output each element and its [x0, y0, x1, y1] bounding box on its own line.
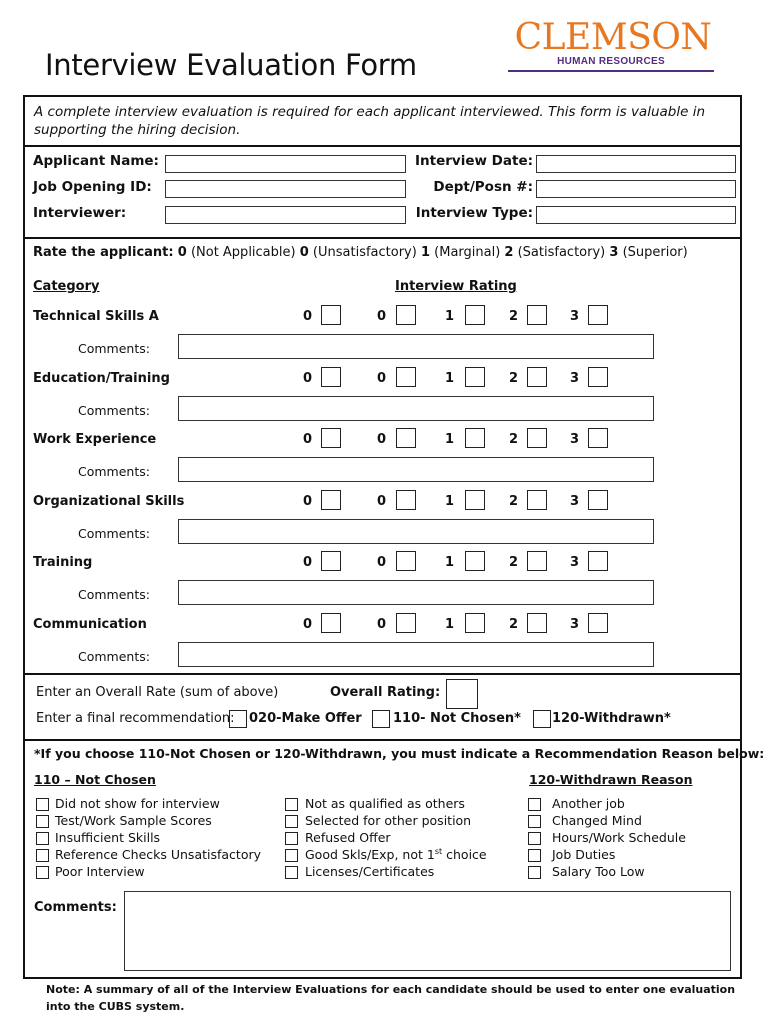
score-checkbox[interactable]	[465, 305, 485, 325]
score-label: 3	[570, 309, 580, 324]
score-checkbox[interactable]	[527, 367, 547, 387]
rating-scale-line	[33, 245, 688, 260]
reason-label: Not as qualified as others	[305, 796, 465, 811]
score-label: 3	[570, 493, 580, 509]
applicant-info-section	[23, 145, 742, 239]
not-chosen-header: 110 – Not Chosen	[34, 772, 156, 787]
final-recommendation-label: Enter a final recommendation:	[36, 711, 235, 726]
score-checkbox[interactable]	[321, 428, 341, 448]
scale-description: (Superior)	[622, 245, 688, 260]
make-offer-checkbox[interactable]	[229, 710, 247, 728]
comments-field[interactable]	[178, 396, 654, 421]
comments-label: Comments:	[78, 402, 150, 418]
comments-field[interactable]	[178, 457, 654, 482]
score-checkbox[interactable]	[588, 551, 608, 571]
clemson-logo: CLEMSON	[514, 17, 712, 58]
score-checkbox[interactable]	[396, 613, 416, 633]
overall-rating-box[interactable]	[446, 679, 478, 709]
interview-date-label: Interview Date:	[415, 153, 533, 169]
category-label: Work Experience	[33, 432, 157, 447]
score-checkbox[interactable]	[527, 428, 547, 448]
reason-checkbox[interactable]	[528, 849, 541, 862]
job-opening-id-field[interactable]	[165, 180, 406, 198]
score-label: 2	[509, 370, 519, 386]
withdrawn-label: 120-Withdrawn*	[552, 711, 671, 726]
score-label: 0	[377, 616, 387, 632]
reason-label: Reference Checks Unsatisfactory	[55, 847, 262, 862]
reason-label: Another job	[552, 796, 625, 811]
score-checkbox[interactable]	[588, 490, 608, 510]
clemson-logo-subtitle: HUMAN RESOURCES	[557, 56, 665, 67]
overall-section	[23, 673, 742, 741]
category-label: Organizational Skills	[33, 493, 185, 509]
score-label: 0	[303, 493, 313, 509]
footer-note: Note: A summary of all of the Interview Evaluations for each candidate should be used to enter one evaluation into the CUBS system.	[46, 983, 736, 1013]
score-label: 0	[377, 432, 387, 447]
category-label: Communication	[33, 616, 147, 632]
score-checkbox[interactable]	[321, 305, 341, 325]
reason-checkbox[interactable]	[36, 815, 49, 828]
score-checkbox[interactable]	[465, 490, 485, 510]
reason-label-suffix: choice	[442, 847, 487, 863]
score-label: 3	[570, 616, 580, 632]
interview-type-label: Interview Type:	[415, 205, 533, 221]
reasons-comments-field[interactable]	[124, 891, 731, 971]
score-checkbox[interactable]	[396, 428, 416, 448]
scale-number: 3	[609, 245, 619, 260]
category-label: Technical Skills A	[33, 309, 159, 324]
scale-description: (Not Applicable)	[190, 245, 296, 260]
reasons-comments-label: Comments:	[34, 900, 117, 915]
score-label: 2	[509, 432, 519, 447]
score-checkbox[interactable]	[527, 613, 547, 633]
reason-label	[305, 847, 487, 862]
comments-label: Comments:	[78, 648, 150, 664]
scale-description: (Satisfactory)	[517, 245, 606, 260]
score-checkbox[interactable]	[321, 613, 341, 633]
interview-date-field[interactable]	[536, 155, 736, 173]
comments-field[interactable]	[178, 519, 654, 544]
score-label: 2	[509, 493, 519, 509]
page-title: Interview Evaluation Form	[45, 48, 417, 82]
reason-checkbox[interactable]	[285, 849, 298, 862]
score-label: 0	[303, 555, 313, 570]
score-label: 0	[303, 616, 313, 632]
score-checkbox[interactable]	[396, 367, 416, 387]
category-header: Category	[33, 279, 100, 294]
interview-rating-header: Interview Rating	[395, 279, 517, 294]
applicant-name-label: Applicant Name:	[33, 153, 159, 169]
score-checkbox[interactable]	[465, 613, 485, 633]
score-checkbox[interactable]	[588, 367, 608, 387]
scale-number: 1	[420, 245, 431, 260]
reason-checkbox[interactable]	[528, 815, 541, 828]
reason-checkbox[interactable]	[36, 866, 49, 879]
score-checkbox[interactable]	[465, 551, 485, 571]
not-chosen-label: 110- Not Chosen*	[393, 711, 521, 726]
score-checkbox[interactable]	[396, 305, 416, 325]
reason-label: Salary Too Low	[552, 864, 645, 879]
comments-field[interactable]	[178, 642, 654, 667]
rating-section	[23, 237, 742, 675]
reason-label: Refused Offer	[305, 830, 391, 845]
withdrawn-checkbox[interactable]	[533, 710, 551, 728]
make-offer-label: 020-Make Offer	[249, 711, 362, 726]
reason-label: Test/Work Sample Scores	[55, 813, 212, 828]
scale-number: 2	[504, 245, 514, 260]
job-opening-id-label: Job Opening ID:	[33, 179, 152, 195]
comments-field[interactable]	[178, 580, 654, 605]
score-checkbox[interactable]	[321, 367, 341, 387]
category-label: Education/Training	[33, 370, 170, 386]
score-checkbox[interactable]	[527, 551, 547, 571]
intro-box	[23, 95, 742, 147]
reason-checkbox[interactable]	[285, 798, 298, 811]
score-checkbox[interactable]	[465, 428, 485, 448]
score-label: 0	[303, 432, 313, 447]
comments-label: Comments:	[78, 525, 150, 541]
score-checkbox[interactable]	[588, 428, 608, 448]
not-chosen-checkbox[interactable]	[372, 710, 390, 728]
score-checkbox[interactable]	[588, 613, 608, 633]
reason-checkbox[interactable]	[528, 866, 541, 879]
score-label: 0	[377, 555, 387, 570]
score-checkbox[interactable]	[588, 305, 608, 325]
reason-checkbox[interactable]	[36, 849, 49, 862]
scale-number: 0	[177, 245, 187, 260]
applicant-name-field[interactable]	[165, 155, 406, 173]
score-label: 1	[445, 616, 455, 632]
reason-label: Hours/Work Schedule	[552, 830, 686, 845]
ordinal-suffix: st	[434, 847, 443, 856]
reason-checkbox[interactable]	[36, 832, 49, 845]
score-checkbox[interactable]	[321, 490, 341, 510]
reason-label-text: Good Skls/Exp, not 1	[305, 847, 435, 863]
interview-type-field[interactable]	[536, 206, 736, 224]
reason-label: Selected for other position	[305, 813, 472, 828]
reason-checkbox[interactable]	[36, 798, 49, 811]
interviewer-field[interactable]	[165, 206, 406, 224]
score-label: 0	[377, 493, 387, 509]
overall-rating-label: Overall Rating:	[330, 685, 441, 700]
reason-label: Licenses/Certificates	[305, 864, 435, 879]
score-label: 2	[509, 309, 519, 324]
score-label: 3	[570, 370, 580, 386]
reason-notice: *If you choose 110-Not Chosen or 120-Withdrawn, you must indicate a Recommendation Reason below:	[34, 746, 765, 761]
reason-checkbox[interactable]	[285, 832, 298, 845]
dept-posn-label: Dept/Posn #:	[433, 179, 533, 195]
reason-label: Changed Mind	[552, 813, 642, 828]
score-label: 0	[377, 309, 387, 324]
score-label: 1	[445, 432, 455, 447]
score-checkbox[interactable]	[527, 305, 547, 325]
reason-checkbox[interactable]	[528, 832, 541, 845]
score-label: 3	[570, 432, 580, 447]
withdrawn-reason-header: 120-Withdrawn Reason	[529, 772, 693, 787]
reason-checkbox[interactable]	[528, 798, 541, 811]
reasons-section	[23, 739, 765, 979]
comments-field[interactable]	[178, 334, 654, 359]
overall-rate-instruction: Enter an Overall Rate (sum of above)	[36, 685, 279, 700]
reason-checkbox[interactable]	[285, 866, 298, 879]
score-checkbox[interactable]	[527, 490, 547, 510]
score-label: 3	[570, 555, 580, 570]
comments-label: Comments:	[78, 464, 150, 479]
reason-label: Poor Interview	[55, 864, 145, 879]
reason-label: Job Duties	[552, 847, 616, 862]
score-checkbox[interactable]	[321, 551, 341, 571]
score-label: 2	[509, 555, 519, 570]
comments-label: Comments:	[78, 587, 150, 602]
score-label: 1	[445, 309, 455, 324]
score-label: 1	[445, 555, 455, 570]
score-label: 0	[303, 370, 313, 386]
scale-number: 0	[299, 245, 309, 260]
score-checkbox[interactable]	[396, 551, 416, 571]
score-checkbox[interactable]	[465, 367, 485, 387]
reason-label: Did not show for interview	[55, 796, 220, 811]
intro-text: A complete interview evaluation is required for each applicant interviewed. This form is valuable in supporting the hiring decision.	[34, 104, 706, 138]
score-label: 0	[377, 370, 387, 386]
score-label: 0	[303, 309, 313, 324]
reason-label: Insufficient Skills	[55, 830, 161, 845]
reason-checkbox[interactable]	[285, 815, 298, 828]
category-label: Training	[33, 555, 93, 570]
dept-posn-field[interactable]	[536, 180, 736, 198]
score-label: 1	[445, 493, 455, 509]
score-checkbox[interactable]	[396, 490, 416, 510]
score-label: 2	[509, 616, 519, 632]
interviewer-label: Interviewer:	[33, 205, 127, 221]
comments-label: Comments:	[78, 341, 150, 356]
score-label: 1	[445, 370, 455, 386]
rating-scale-prefix: Rate the applicant:	[33, 245, 174, 260]
scale-description: (Unsatisfactory)	[312, 245, 417, 260]
scale-description: (Marginal)	[434, 245, 501, 260]
logo-rule	[508, 70, 714, 72]
